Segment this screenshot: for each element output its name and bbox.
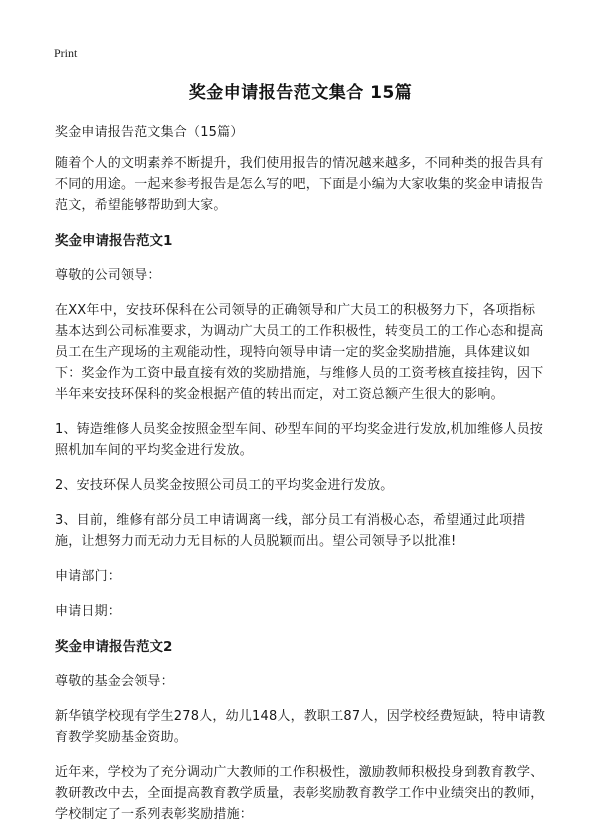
body-paragraph: 2、安技环保人员奖金按照公司员工的平均奖金进行发放。 [55, 478, 394, 493]
salutation: 尊敬的公司领导： [55, 268, 161, 283]
section-1 [55, 231, 546, 622]
body-paragraph: 新华镇学校现有学生278人，幼儿148人，教职工87人，因学校经费短缺，特申请教育教学奖励基金资助。 [55, 709, 546, 745]
applicant-department: 申请部门： [55, 569, 122, 584]
body-paragraph: 近年来，学校为了充分调动广大教师的工作积极性，激励教师积极投身到教育教学、教研教改中去，全面提高教育教学质量，表彰奖励教育教学工作中业绩突出的教师，学校制定了一系列表彰奖励措施： [55, 765, 544, 822]
section-heading: 奖金申请报告范文2 [55, 639, 173, 655]
section-2 [55, 637, 546, 825]
intro-paragraph: 随着个人的文明素养不断提升，我们使用报告的情况越来越多，不同种类的报告具有不同的用途。一起来参考报告是怎么写的吧，下面是小编为大家收集的奖金申请报告范文，希望能够帮助到大家。 [55, 156, 544, 213]
body-paragraph: 3、目前，维修有部分员工申请调离一线，部分员工有消极心态，希望通过此项措施，让想努力而无动力无目标的人员脱颖而出。望公司领导予以批准! [55, 513, 526, 549]
section-heading: 奖金申请报告范文1 [55, 233, 173, 249]
salutation: 尊敬的基金会领导： [55, 674, 174, 689]
print-label[interactable]: Print [54, 46, 78, 60]
body-paragraph: 1、铸造维修人员奖金按照金型车间、砂型车间的平均奖金进行发放,机加维修人员按照机加车间的平均奖金进行发放。 [55, 422, 544, 458]
body-paragraph: 在XX年中，安技环保科在公司领导的正确领导和广大员工的积极努力下，各项指标基本达到公司标准要求，为调动广大员工的工作积极性，转变员工的工作心态和提高员工在生产现场的主观能动性，现特向领导申请一定的奖金奖励措施，具体建议如下：奖金作为工资中最直接有效的奖励措施，与维修人员的工资考核直接挂钩，因下半年来安技环保科的奖金根据产值的转出而定，对工资总额产生很大的影响。 [55, 303, 544, 402]
document-title: 奖金申请报告范文集合 15篇 [188, 83, 413, 103]
document-subtitle: 奖金申请报告范文集合（15篇） [55, 125, 244, 140]
application-date: 申请日期： [55, 604, 122, 619]
